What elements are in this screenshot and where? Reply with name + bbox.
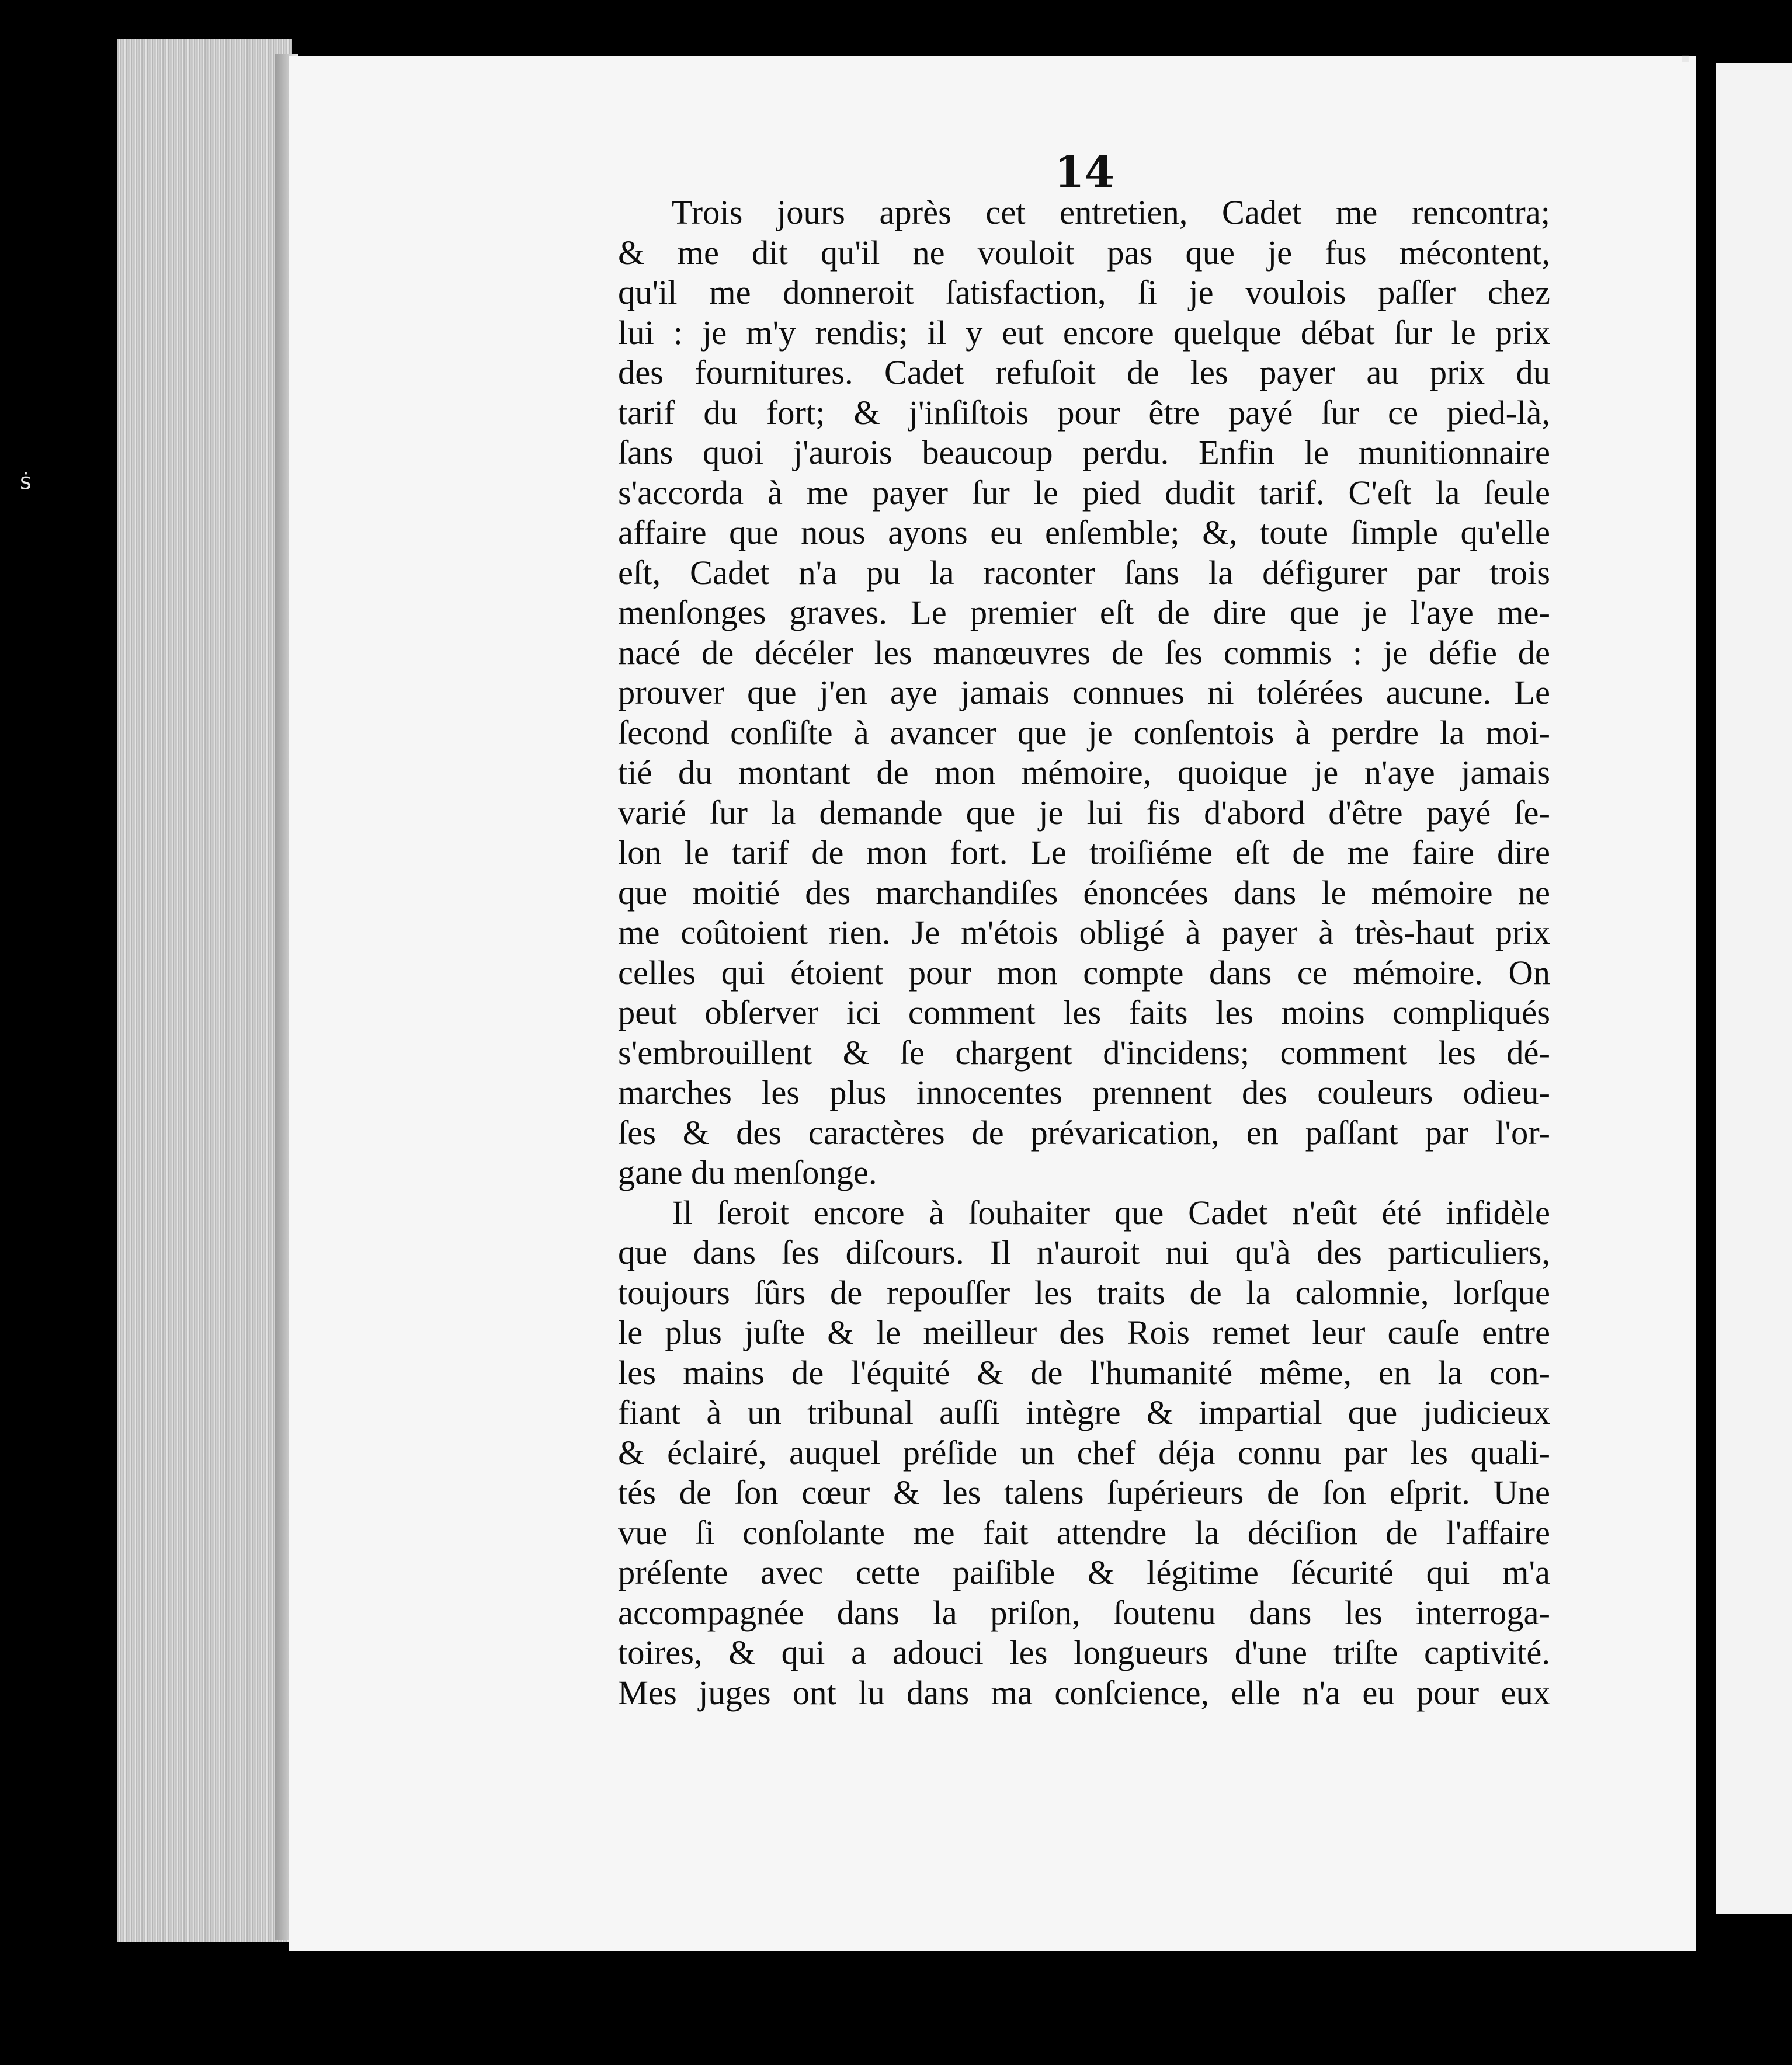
text-line: préſente avec cette paiſible & légitime ſécurité qui m'a (618, 1553, 1550, 1591)
text-line: des fournitures. Cadet refuſoit de les payer au prix du (618, 353, 1550, 391)
text-line: tés de ſon cœur & les talens ſupérieurs de ſon eſprit. Une (618, 1473, 1550, 1511)
text-line: tarif du fort; & j'inſiſtois pour être payé ſur ce pied-là, (618, 393, 1550, 432)
corner-mark: ▪ (1681, 51, 1690, 66)
text-line: s'accorda à me payer ſur le pied dudit tarif. C'eſt la ſeule (618, 473, 1550, 512)
book-page-edges (117, 39, 292, 1942)
text-line: tié du montant de mon mémoire, quoique je n'aye jamais (618, 753, 1550, 791)
text-line: affaire que nous ayons eu enſemble; &, toute ſimple qu'elle (618, 513, 1550, 551)
text-line: & éclairé, auquel préſide un chef déja connu par les quali- (618, 1433, 1550, 1472)
text-line: vue ſi conſolante me fait attendre la déciſion de l'affaire (618, 1513, 1550, 1552)
text-line: eſt, Cadet n'a pu la raconter ſans la défigurer par trois (618, 553, 1550, 592)
text-line: Il ſeroit encore à ſouhaiter que Cadet n'eût été infidèle (672, 1193, 1550, 1232)
text-line: ſes & des caractères de prévarication, en paſſant par l'or- (618, 1113, 1550, 1152)
text-line: les mains de l'équité & de l'humanité même, en la con- (618, 1353, 1550, 1392)
text-line: ſecond conſiſte à avancer que je conſentois à perdre la moi- (618, 713, 1550, 752)
body-text (618, 193, 1550, 1713)
page-number: 14 (1054, 147, 1114, 197)
text-line: accompagnée dans la priſon, ſoutenu dans les interroga- (618, 1593, 1550, 1632)
text-line: celles qui étoient pour mon compte dans ce mémoire. On (618, 953, 1550, 992)
text-line: lon le tarif de mon fort. Le troiſiéme eſt de me faire dire (618, 833, 1550, 871)
text-line: gane du menſonge. (618, 1153, 877, 1191)
text-line: marches les plus innocentes prennent des couleurs odieu- (618, 1073, 1550, 1111)
text-line: me coûtoient rien. Je m'étois obligé à payer à très-haut prix (618, 913, 1550, 951)
text-line: varié ſur la demande que je lui fis d'abord d'être payé ſe- (618, 793, 1550, 832)
text-line: que moitié des marchandiſes énoncées dans le mémoire ne (618, 873, 1550, 912)
text-line: Trois jours après cet entretien, Cadet me rencontra; (672, 193, 1550, 231)
text-line: menſonges graves. Le premier eſt de dire que je l'aye me- (618, 593, 1550, 631)
text-line: toujours ſûrs de repouſſer les traits de la calomnie, lorſque (618, 1273, 1550, 1312)
text-line: lui : je m'y rendis; il y eut encore quelque débat ſur le prix (618, 313, 1550, 352)
text-line: Mes juges ont lu dans ma conſcience, elle n'a eu pour eux (618, 1673, 1550, 1712)
text-line: nacé de décéler les manœuvres de ſes commis : je défie de (618, 633, 1550, 672)
facing-page-edge (1716, 63, 1792, 1914)
text-line: fiant à un tribunal auſſi intègre & impartial que judicieux (618, 1393, 1550, 1431)
text-line: qu'il me donneroit ſatisfaction, ſi je voulois paſſer chez (618, 273, 1550, 311)
text-line: toires, & qui a adouci les longueurs d'une triſte captivité. (618, 1633, 1550, 1671)
text-line: que dans ſes diſcours. Il n'auroit nui qu'à des particuliers, (618, 1233, 1550, 1271)
text-line: le plus juſte & le meilleur des Rois remet leur cauſe entre (618, 1313, 1550, 1351)
page-gap (1696, 56, 1716, 1951)
margin-mark: ṡ (20, 468, 32, 494)
text-line: peut obſerver ici comment les faits les moins compliqués (618, 993, 1550, 1031)
text-line: prouver que j'en aye jamais connues ni tolérées aucune. Le (618, 673, 1550, 711)
text-line: s'embrouillent & ſe chargent d'incidens; comment les dé- (618, 1033, 1550, 1072)
text-line: & me dit qu'il ne vouloit pas que je fus mécontent, (618, 233, 1550, 272)
text-line: ſans quoi j'aurois beaucoup perdu. Enfin le munitionnaire (618, 433, 1550, 471)
